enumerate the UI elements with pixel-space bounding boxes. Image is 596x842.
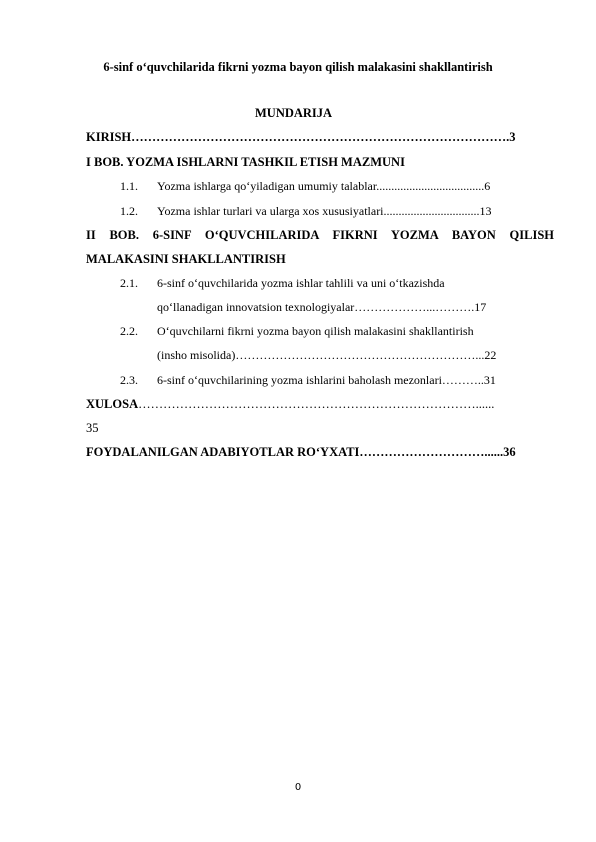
toc-entry-chapter-1: I BOB. YOZMA ISHLARNI TASHKIL ETISH MAZMUNI	[86, 155, 405, 169]
toc-section-1-1: Yozma ishlarga qo‘yiladigan umumiy talablar....................................6	[157, 179, 491, 193]
toc-section-2-2-line-2: (insho misolida)……………………………………………………...22	[157, 348, 497, 362]
page-number: 0	[294, 782, 302, 793]
toc-entry-chapter-2-line-1: II BOB. 6-SINF O‘QUVCHILARIDA FIKRNI YOZMA BAYON QILISH	[86, 228, 554, 242]
toc-section-2-1-line-1: 6-sinf o‘quvchilarida yozma ishlar tahlili va uni o‘tkazishda	[157, 276, 445, 290]
toc-section-1-2: Yozma ishlar turlari va ularga xos xususiyatlari................................13	[157, 204, 492, 218]
toc-entry-kirish: KIRISH……………………………………………………………………………….3	[86, 130, 516, 144]
toc-section-number: 1.1.	[120, 179, 138, 193]
xulosa-dots: ………………………………………………………………………......	[138, 397, 495, 411]
toc-entry-adabiyotlar: FOYDALANILGAN ADABIYOTLAR RO‘YXATI…………………………......36	[86, 445, 516, 459]
document-title: 6-sinf o‘quvchilarida fikrni yozma bayon qilish malakasini shakllantirish	[103, 60, 493, 74]
toc-section-number: 2.2.	[120, 324, 138, 338]
toc-entry-chapter-2-line-2: MALAKASINI SHAKLLANTIRISH	[86, 252, 286, 266]
toc-heading: MUNDARIJA	[255, 106, 333, 120]
toc-entry-xulosa-page: 35	[86, 421, 99, 435]
toc-section-number: 1.2.	[120, 204, 138, 218]
toc-section-2-3: 6-sinf o‘quvchilarining yozma ishlarini baholash mezonlari………..31	[157, 373, 496, 387]
xulosa-label: XULOSA	[86, 397, 139, 411]
toc-section-2-1-line-2: qo‘llanadigan innovatsion texnologiyalar………………...……….17	[157, 300, 487, 314]
toc-entry-xulosa	[86, 397, 554, 412]
toc-section-number: 2.1.	[120, 276, 138, 290]
toc-section-2-2-line-1: O‘quvchilarni fikrni yozma bayon qilish malakasini shakllantirish	[157, 324, 474, 338]
toc-section-number: 2.3.	[120, 373, 138, 387]
